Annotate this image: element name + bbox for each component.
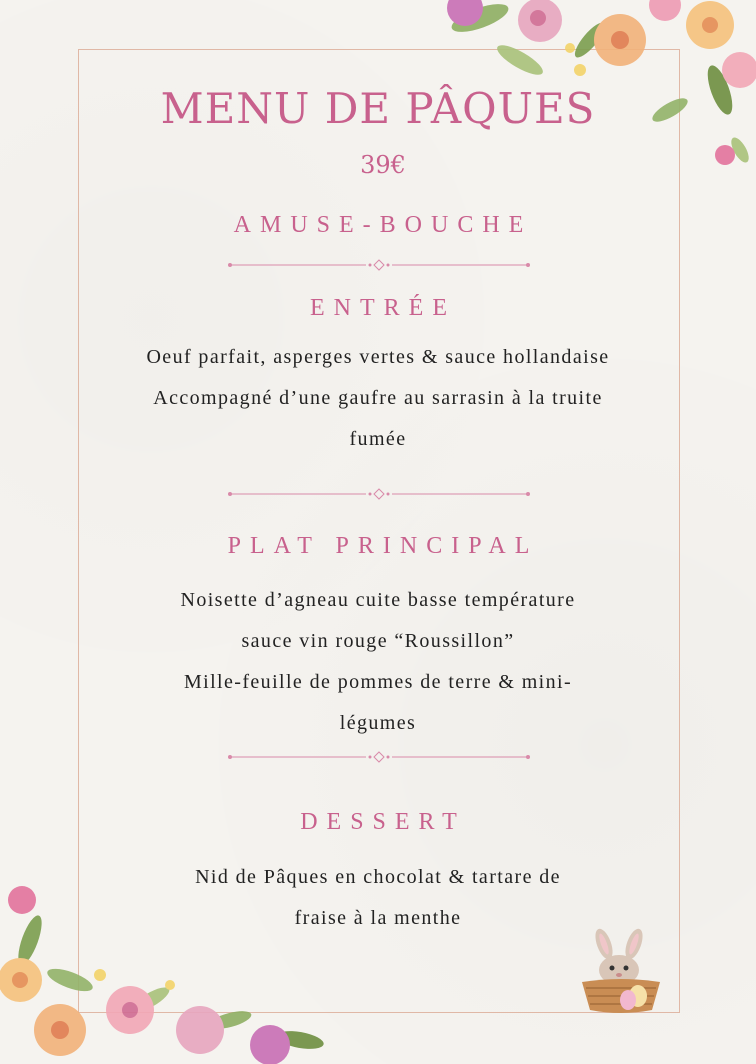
entree-line: Oeuf parfait, asperges vertes & sauce hollandaise — [146, 346, 610, 368]
plat-line: légumes — [339, 712, 417, 734]
plat-line: Noisette d’agneau cuite basse température — [180, 589, 576, 611]
entree-description — [80, 337, 676, 460]
section-heading-entree: ENTRÉE — [310, 295, 456, 321]
entree-line: Accompagné d’une gaufre au sarrasin à la truite — [153, 387, 603, 409]
dessert-line: fraise à la menthe — [294, 907, 462, 929]
section-heading-dessert: DESSERT — [300, 809, 466, 835]
plat-line: Mille-feuille de pommes de terre & mini- — [183, 671, 573, 693]
plat-line: sauce vin rouge “Roussillon” — [241, 630, 515, 652]
plat-principal-description — [80, 580, 676, 744]
section-heading-plat-principal: PLAT PRINCIPAL — [227, 533, 539, 559]
ornamental-divider — [226, 488, 532, 500]
entree-line: fumée — [349, 428, 407, 450]
ornamental-divider — [226, 751, 532, 763]
menu-price: 39€ — [360, 151, 406, 179]
section-heading-amuse-bouche: AMUSE-BOUCHE — [233, 212, 533, 238]
dessert-line: Nid de Pâques en chocolat & tartare de — [195, 866, 561, 888]
bunny-basket-illustration — [578, 926, 664, 1014]
menu-title: MENU DE PÂQUES — [160, 84, 596, 133]
ornamental-divider — [226, 259, 532, 271]
dessert-description — [80, 857, 676, 939]
